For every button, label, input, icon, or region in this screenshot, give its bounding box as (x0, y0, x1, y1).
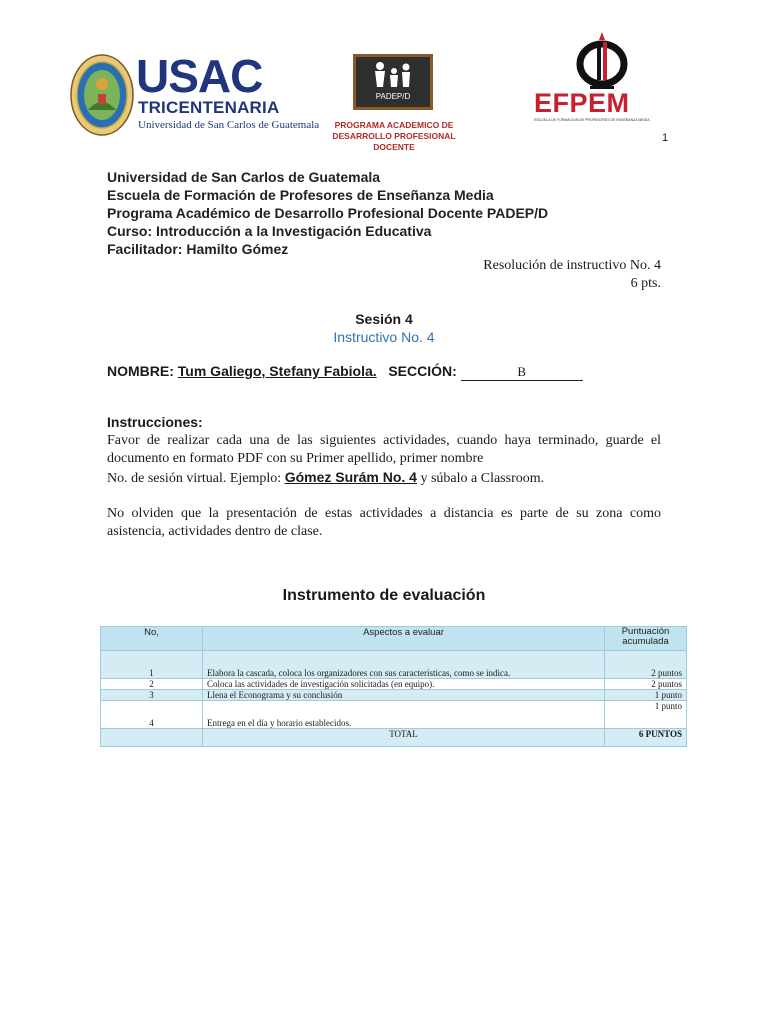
total-label: TOTAL (203, 729, 605, 747)
instructions-part1: Favor de realizar cada una de las siguientes actividades, cuando haya terminado, guarde el documento en formato PDF con su Primer apellido, primer nombre (107, 433, 661, 466)
total-value: 6 PUNTOS (605, 729, 687, 747)
efpem-caption: ESCUELA DE FORMACION DE PROFESORES DE ENSEÑANZA MEDIA (534, 118, 650, 122)
row-aspect: Entrega en el día y horario establecidos. (203, 701, 605, 729)
usac-caption: Universidad de San Carlos de Guatemala (138, 119, 320, 131)
header-facilitator: Facilitador: Hamilto Gómez (107, 241, 289, 257)
table-row (101, 690, 687, 701)
padep-caption-1: PROGRAMA ACADEMICO DE (334, 120, 454, 130)
row-no: 3 (101, 690, 203, 701)
row-points: 2 puntos (605, 679, 687, 690)
family-figures-icon (356, 59, 430, 95)
row-points: 1 punto (605, 690, 687, 701)
header-no: No, (101, 627, 203, 651)
padep-logo (332, 54, 456, 152)
resolution-points: 6 pts. (630, 276, 661, 291)
header-aspect: Aspectos a evaluar (203, 627, 605, 651)
row-aspect: Elabora la cascada, coloca los organizadores con sus características, como se indica. (203, 651, 605, 679)
session-title: Sesión 4 (355, 311, 413, 327)
header-university: Universidad de San Carlos de Guatemala (107, 169, 381, 185)
evaluation-table (100, 626, 687, 747)
header-school: Escuela de Formación de Profesores de Enseñanza Media (107, 187, 494, 203)
instructions-part3: y súbalo a Classroom. (416, 471, 545, 486)
instructions-part2: No. de sesión virtual. Ejemplo: (107, 471, 285, 486)
resolution-title: Resolución de instructivo No. 4 (483, 258, 661, 273)
row-no: 2 (101, 679, 203, 690)
instructions-heading: Instrucciones: (107, 414, 203, 430)
efpem-emblem-icon (572, 30, 632, 90)
reminder-text: No olviden que la presentación de estas actividades a distancia es parte de su zona como asistencia, actividades dentro de clase. (107, 506, 661, 539)
header-program: Programa Académico de Desarrollo Profesional Docente PADEP/D (107, 205, 549, 221)
header-score-line2: acumulada (622, 636, 669, 647)
table-header-row (101, 627, 687, 651)
row-points: 1 punto (605, 701, 687, 729)
header-score-line1: Puntuación (621, 626, 670, 637)
section-value: B (461, 364, 583, 381)
table-total-row (101, 729, 687, 747)
padep-caption-2: DESARROLLO PROFESIONAL DOCENTE (332, 131, 456, 152)
chalkboard-icon (353, 54, 433, 110)
table-row (101, 701, 687, 729)
instructivo-title: Instructivo No. 4 (333, 329, 435, 345)
student-line (107, 363, 583, 381)
name-value: Tum Galiego, Stefany Fabiola. (177, 363, 377, 379)
table-row (101, 679, 687, 690)
evaluation-title: Instrumento de evaluación (282, 587, 486, 604)
row-points: 2 puntos (605, 651, 687, 679)
usac-seal-icon (70, 54, 134, 136)
page-number: 1 (662, 132, 669, 144)
usac-subtitle: TRICENTENARIA (138, 98, 280, 117)
row-aspect: Llena el Econograma y su conclusión (203, 690, 605, 701)
name-label: NOMBRE: (107, 363, 174, 379)
header-score (605, 627, 687, 651)
row-no: 4 (101, 701, 203, 729)
section-label: SECCIÓN: (388, 363, 457, 379)
efpem-logo (534, 30, 664, 126)
usac-logo (70, 50, 320, 140)
padep-board-label: PADEP/D (375, 92, 411, 101)
table-row (101, 651, 687, 679)
row-aspect: Coloca las actividades de investigación solicitadas (en equipo). (203, 679, 605, 690)
instructions-text (107, 432, 661, 488)
efpem-title: EFPEM (534, 88, 630, 118)
total-empty-cell (101, 729, 203, 747)
header-course: Curso: Introducción a la Investigación Educativa (107, 223, 432, 239)
filename-example: Gómez Surám No. 4 (284, 469, 417, 485)
row-no: 1 (101, 651, 203, 679)
usac-title: USAC (136, 50, 263, 102)
